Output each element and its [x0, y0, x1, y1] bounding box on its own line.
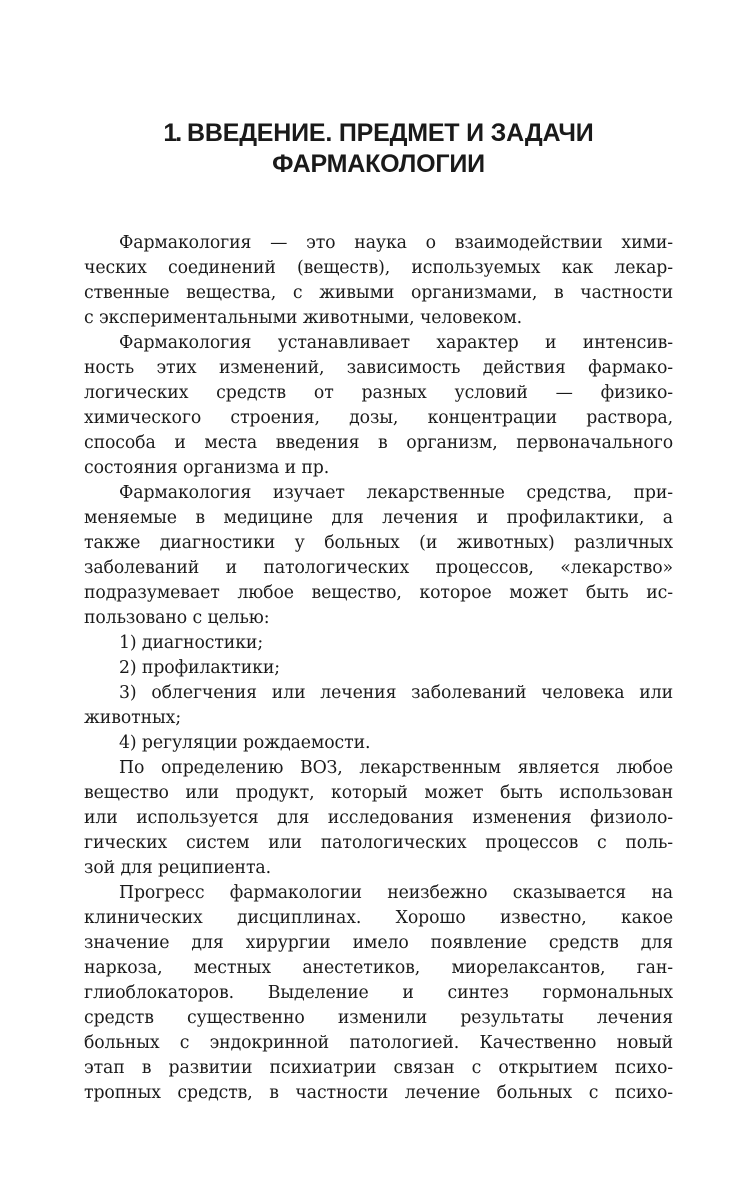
text-line: логических средств от разных условий — физико- — [84, 383, 673, 403]
text-line: глиоблокаторов. Выделение и синтез гормональных — [84, 983, 673, 1003]
text-line: наркоза, местных анестетиков, миорелаксантов, ган- — [84, 958, 673, 978]
text-line: состояния организма и пр. — [84, 458, 330, 478]
chapter-title-line-1 — [163, 119, 593, 147]
text-line: 4) регуляции рождаемости. — [119, 733, 371, 753]
text-line: ность этих изменений, зависимость действия фармако- — [84, 358, 673, 378]
text-line: зой для реципиента. — [84, 858, 272, 878]
text-line: гических систем или патологических процессов с поль- — [84, 833, 673, 853]
text-line: Фармакология устанавливает характер и интенсив- — [119, 333, 673, 353]
chapter-title-line-2: ФАРМАКОЛОГИИ — [272, 150, 485, 178]
text-line: 1) диагностики; — [119, 633, 264, 653]
text-line: способа и места введения в организм, первоначального — [84, 433, 673, 453]
text-line: средств существенно изменили результаты лечения — [84, 1008, 673, 1028]
text-line: Фармакология изучает лекарственные средства, при- — [119, 483, 673, 503]
text-line: 2) профилактики; — [119, 658, 280, 678]
text-line: или используется для исследования изменения физиоло- — [84, 808, 673, 828]
text-line: с экспериментальными животными, человеком. — [84, 308, 523, 328]
text-line: животных; — [84, 708, 182, 728]
text-line: заболеваний и патологических процессов, «лекарство» — [84, 558, 673, 578]
text-line: пользовано с целью: — [84, 608, 270, 628]
text-line: Прогресс фармакологии неизбежно сказывается на — [119, 883, 673, 903]
text-line: этап в развитии психиатрии связан с открытием психо- — [84, 1058, 673, 1078]
document-page — [84, 118, 673, 1106]
text-line: также диагностики у больных (и животных) различных — [84, 533, 673, 553]
text-line: тропных средств, в частности лечение больных с психо- — [84, 1083, 673, 1103]
text-line: подразумевает любое вещество, которое может быть ис- — [84, 583, 673, 603]
chapter-number: 1. — [163, 119, 181, 147]
text-line: По определению ВОЗ, лекарственным является любое — [119, 758, 673, 778]
text-line: ческих соединений (веществ), используемых как лекар- — [84, 258, 673, 278]
chapter-title — [84, 118, 673, 180]
text-line: Фармакология — это наука о взаимодействии хими- — [119, 233, 673, 253]
text-line: химического строения, дозы, концентрации раствора, — [84, 408, 673, 428]
text-line: ственные вещества, с живыми организмами, в частности — [84, 283, 673, 303]
text-line: вещество или продукт, который может быть использован — [84, 783, 673, 803]
text-line: 3) облегчения или лечения заболеваний человека или — [119, 683, 673, 703]
text-line: клинических дисциплинах. Хорошо известно, какое — [84, 908, 673, 928]
text-line: значение для хирургии имело появление средств для — [84, 933, 673, 953]
chapter-body — [84, 231, 673, 1106]
chapter-title-text: ВВЕДЕНИЕ. ПРЕДМЕТ И ЗАДАЧИ — [187, 119, 594, 147]
text-line: больных с эндокринной патологией. Качественно новый — [84, 1033, 673, 1053]
text-line: меняемые в медицине для лечения и профилактики, а — [84, 508, 673, 528]
